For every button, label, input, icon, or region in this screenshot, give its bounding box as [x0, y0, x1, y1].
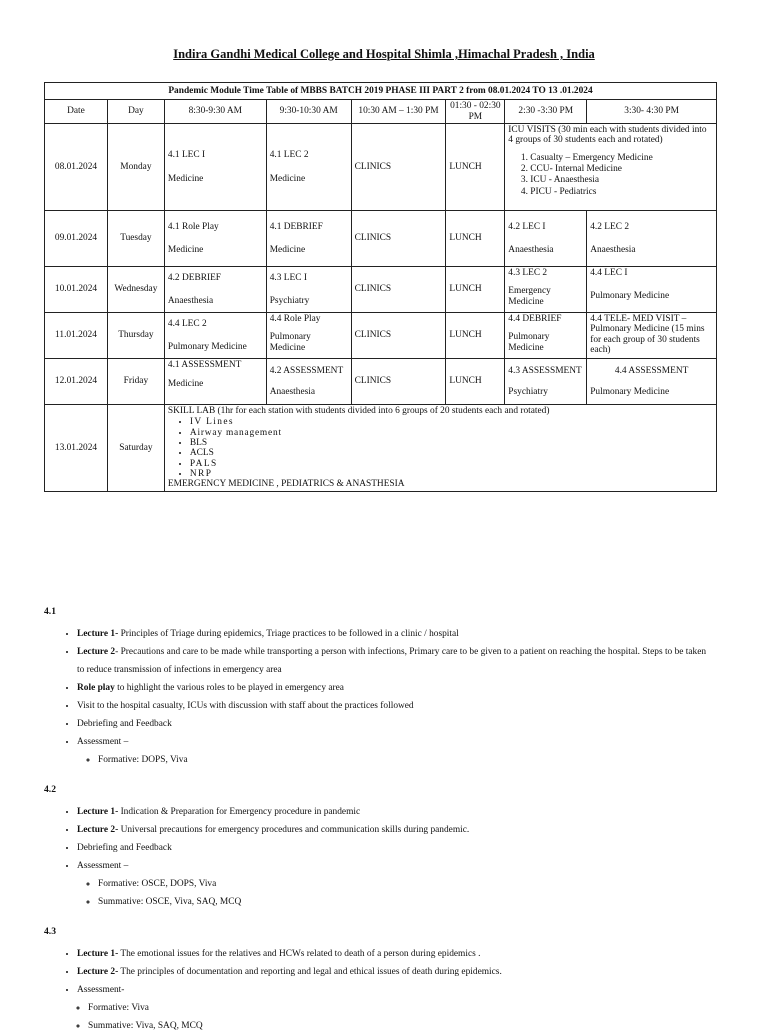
session-cell	[587, 267, 717, 313]
list-item	[77, 821, 714, 839]
session-cell	[164, 211, 266, 267]
session-code: 4.1 LEC 2	[269, 150, 309, 161]
item-lead: Role play	[77, 683, 115, 693]
list-item	[77, 643, 714, 679]
lunch-cell: LUNCH	[446, 124, 505, 211]
day-cell: Wednesday	[107, 267, 164, 313]
section-list	[44, 945, 714, 999]
icu-visits-title: ICU VISITS (30 min each with students divided into 4 groups of 30 students each and rotated)	[508, 125, 707, 146]
list-item: • BLS	[190, 438, 713, 448]
header-cell: 3:30- 4:30 PM	[587, 100, 717, 124]
section-heading: 4.1	[44, 606, 56, 617]
list-item: ◦ Formative: Viva	[88, 999, 714, 1017]
table-row	[45, 405, 717, 492]
item-text: The emotional issues for the relatives and HCWs related to death of a person during epidemics .	[118, 949, 481, 959]
item-text: Visit to the hospital casualty, ICUs with discussion with staff about the practices followed	[77, 701, 414, 711]
list-item: ◦ Formative: OSCE, DOPS, Viva	[98, 875, 714, 893]
list-item	[77, 733, 714, 751]
session-dept: Psychiatry	[269, 296, 310, 306]
item-text: Debriefing and Feedback	[77, 843, 172, 853]
session-code: 4.2 DEBRIEF	[167, 272, 222, 283]
list-item: ◦ Summative: OSCE, Viva, SAQ, MCQ	[98, 893, 714, 911]
session-code: 4.2 ASSESSMENT	[269, 365, 344, 376]
item-text: Indication & Preparation for Emergency procedure in pandemic	[118, 807, 361, 817]
item-lead: Lecture 1-	[77, 807, 119, 817]
list-item: 3. ICU - Anaesthesia	[530, 175, 713, 185]
item-lead: Lecture 2	[77, 647, 116, 657]
item-text: to highlight the various roles to be played in emergency area	[114, 683, 344, 693]
header-cell: 01:30 - 02:30 PM	[446, 100, 505, 124]
session-code: 4.4 LEC 2	[167, 318, 207, 329]
session-dept: Pulmonary Medicine	[167, 342, 247, 352]
header-cell: Date	[45, 100, 108, 124]
icu-visits-list	[508, 153, 713, 197]
lunch-cell: LUNCH	[446, 211, 505, 267]
list-item	[77, 945, 714, 963]
session-code: 4.1 LEC I	[167, 150, 206, 161]
session-dept: Pulmonary Medicine	[590, 291, 670, 302]
session-cell	[587, 211, 717, 267]
session-code: 4.2 LEC 2	[590, 221, 630, 232]
session-dept: Medicine	[269, 173, 306, 184]
list-item: • PALS	[190, 459, 713, 469]
header-cell: 10:30 AM – 1:30 PM	[351, 100, 446, 124]
clinics-cell: CLINICS	[351, 211, 446, 267]
list-item	[77, 679, 714, 697]
session-dept: Medicine	[167, 245, 204, 255]
session-code: 4.1 DEBRIEF	[269, 221, 323, 232]
session-cell	[587, 359, 717, 405]
session-cell	[505, 313, 587, 359]
section-4-3	[44, 926, 714, 1035]
table-row	[45, 313, 717, 359]
session-cell	[505, 359, 587, 405]
list-item	[77, 839, 714, 857]
day-cell: Friday	[107, 359, 164, 405]
clinics-cell: CLINICS	[351, 313, 446, 359]
timetable-caption: Pandemic Module Time Table of MBBS BATCH 2019 PHASE III PART 2 from 08.01.2024 TO 13 .01.2024	[45, 83, 717, 100]
assessment-list	[58, 751, 714, 769]
session-dept: Anaesthesia	[167, 296, 214, 306]
list-item	[77, 625, 714, 643]
session-dept: Pulmonary Medicine	[508, 332, 550, 353]
session-code: 4.3 ASSESSMENT	[508, 365, 582, 376]
lunch-cell: LUNCH	[446, 267, 505, 313]
session-code: 4.4 ASSESSMENT	[614, 365, 689, 376]
assessment-list	[58, 999, 714, 1035]
session-code: 4.1 Role Play	[167, 221, 219, 232]
list-item: ◦ Summative: Viva, SAQ, MCQ	[88, 1017, 714, 1035]
date-cell: 12.01.2024	[45, 359, 108, 405]
item-text: Assessment –	[77, 737, 129, 747]
item-text: Assessment –	[77, 861, 129, 871]
list-item	[77, 981, 714, 999]
lunch-cell: LUNCH	[446, 359, 505, 405]
header-cell: 8:30-9:30 AM	[164, 100, 266, 124]
session-dept: Medicine	[167, 173, 204, 184]
session-dept: Psychiatry	[508, 387, 548, 397]
date-cell: 11.01.2024	[45, 313, 108, 359]
day-cell: Monday	[107, 124, 164, 211]
session-code: 4.3 LEC 2	[508, 268, 548, 278]
day-cell: Thursday	[107, 313, 164, 359]
lunch-cell: LUNCH	[446, 313, 505, 359]
list-item: • IV Lines	[190, 417, 713, 427]
item-lead: Lecture 1-	[77, 629, 119, 639]
list-item: ◦ Formative: DOPS, Viva	[98, 751, 714, 769]
section-heading: 4.2	[44, 784, 56, 795]
item-lead: Lecture 2-	[77, 967, 119, 977]
list-item	[77, 857, 714, 875]
skill-lab-list	[168, 417, 713, 479]
session-cell	[266, 124, 351, 211]
header-cell: 9:30-10:30 AM	[266, 100, 351, 124]
section-list	[44, 803, 714, 875]
session-dept: Anaesthesia	[269, 387, 316, 397]
item-text: Assessment-	[77, 985, 125, 995]
session-cell	[164, 313, 266, 359]
item-text: - Precautions and care to be made while transporting a person with infections, Primary care to be given to a patient on reaching the hospital. Steps to be taken to reduce transmission of infections in emergency area	[77, 647, 707, 675]
session-code: 4.3 LEC I	[269, 272, 307, 283]
item-lead: Lecture 2-	[77, 825, 119, 835]
session-cell	[164, 267, 266, 313]
date-cell: 08.01.2024	[45, 124, 108, 211]
list-item	[77, 715, 714, 733]
tele-med-cell: 4.4 TELE- MED VISIT – Pulmonary Medicine (15 mins for each group of 30 students each)	[587, 313, 717, 359]
session-code: 4.2 LEC I	[508, 221, 546, 232]
session-cell	[266, 211, 351, 267]
item-text: The principles of documentation and reporting and legal and ethical issues of death during epidemics.	[118, 967, 502, 977]
session-cell	[266, 359, 351, 405]
item-text: Principles of Triage during epidemics, Triage practices to be followed in a clinic / hospital	[118, 629, 459, 639]
timetable-header-row	[45, 100, 717, 124]
item-text: Universal precautions for emergency procedures and communication skills during pandemic.	[118, 825, 470, 835]
list-item: 4. PICU - Pediatrics	[530, 187, 713, 197]
section-4-1	[44, 606, 714, 769]
skill-lab-footer: EMERGENCY MEDICINE , PEDIATRICS & ANASTHESIA	[167, 479, 405, 490]
session-code: 4.4 DEBRIEF	[508, 314, 562, 324]
date-cell: 09.01.2024	[45, 211, 108, 267]
list-item: • ACLS	[190, 448, 713, 458]
table-row	[45, 124, 717, 211]
session-code: 4.4 LEC I	[590, 268, 628, 278]
section-list	[44, 625, 714, 751]
session-cell	[164, 359, 266, 405]
session-cell	[266, 313, 351, 359]
clinics-cell: CLINICS	[351, 267, 446, 313]
clinics-cell: CLINICS	[351, 124, 446, 211]
list-item	[77, 803, 714, 821]
table-row	[45, 267, 717, 313]
session-cell	[505, 211, 587, 267]
date-cell: 13.01.2024	[45, 405, 108, 492]
clinics-cell: CLINICS	[351, 359, 446, 405]
section-heading: 4.3	[44, 926, 56, 937]
list-item	[77, 697, 714, 715]
list-item: • Airway management	[190, 428, 713, 438]
table-row	[45, 211, 717, 267]
day-cell: Tuesday	[107, 211, 164, 267]
header-cell: 2:30 -3:30 PM	[505, 100, 587, 124]
document-title: Indira Gandhi Medical College and Hospital Shimla ,Himachal Pradesh , India	[173, 47, 595, 61]
session-code: 4.4 Role Play	[269, 314, 321, 324]
skill-lab-cell	[164, 405, 716, 492]
assessment-list	[58, 875, 714, 911]
list-item: 1. Casualty – Emergency Medicine	[530, 153, 713, 163]
item-text: Debriefing and Feedback	[77, 719, 172, 729]
date-cell: 10.01.2024	[45, 267, 108, 313]
session-cell	[266, 267, 351, 313]
list-item: • NRP	[190, 469, 713, 479]
session-code: 4.1 ASSESSMENT	[167, 360, 242, 370]
session-dept: Anaesthesia	[590, 245, 636, 255]
item-lead: Lecture 1-	[77, 949, 119, 959]
session-cell	[164, 124, 266, 211]
session-dept: Medicine	[269, 245, 306, 255]
icu-visits-cell	[505, 124, 717, 211]
header-cell: Day	[107, 100, 164, 124]
list-item: 2. CCU- Internal Medicine	[530, 164, 713, 174]
table-row	[45, 359, 717, 405]
list-item	[77, 963, 714, 981]
day-cell: Saturday	[107, 405, 164, 492]
timetable	[44, 82, 717, 492]
session-dept: Pulmonary Medicine	[269, 332, 311, 353]
session-dept: Pulmonary Medicine	[590, 387, 670, 397]
session-dept: Medicine	[167, 379, 204, 390]
session-cell	[505, 267, 587, 313]
section-4-2	[44, 784, 714, 911]
session-dept: Anaesthesia	[508, 245, 554, 255]
skill-lab-title: SKILL LAB (1hr for each station with students divided into 6 groups of 20 students each and rotated)	[167, 406, 550, 416]
session-dept: Emergency Medicine	[508, 286, 551, 307]
